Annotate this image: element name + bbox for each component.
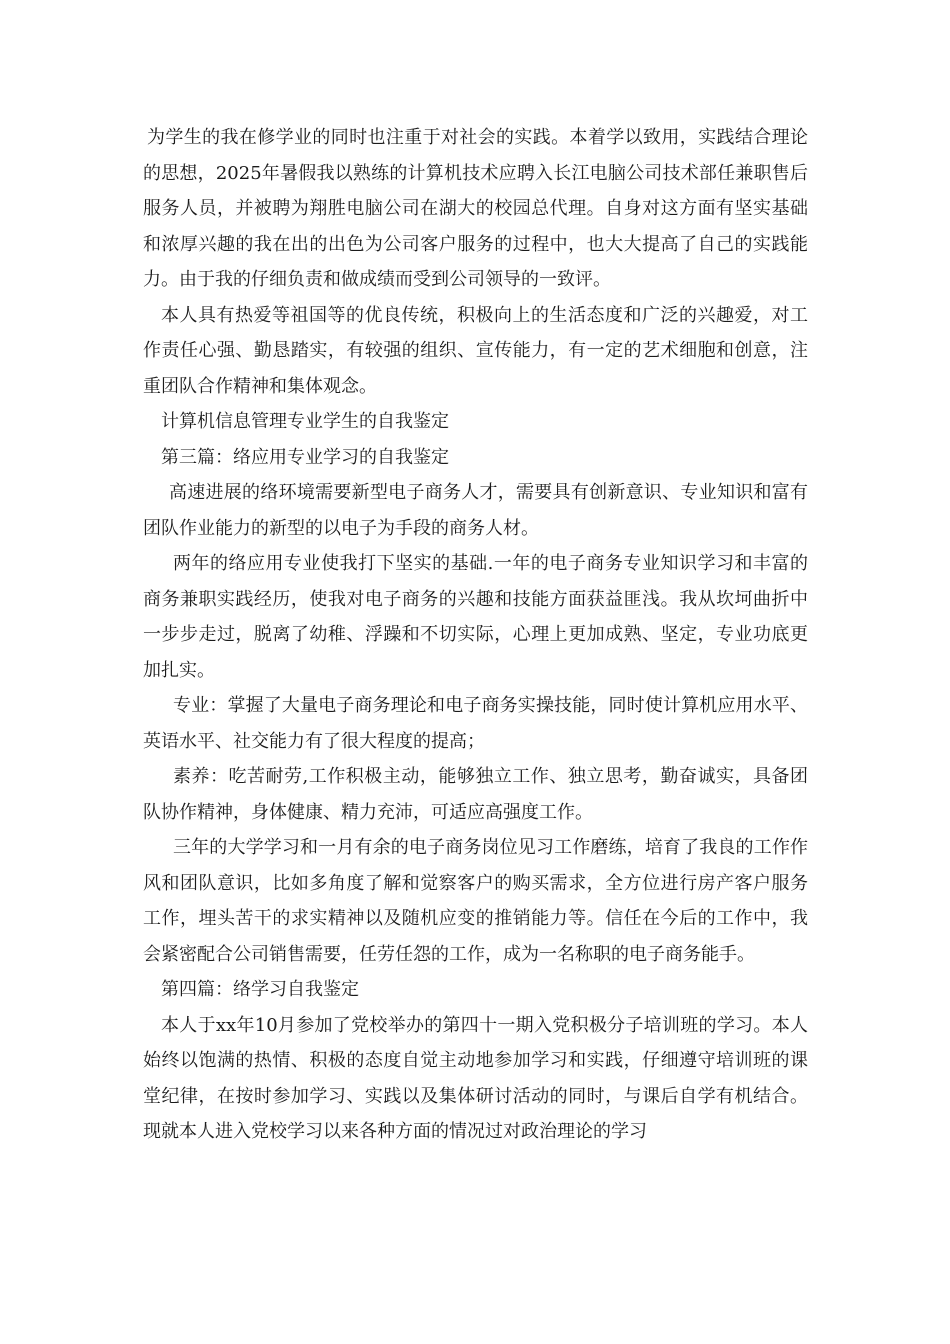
section-title-part-four: 第四篇：络学习自我鉴定 [161, 979, 359, 1000]
paragraph-party-school-training: 本人于xx年10月参加了党校举办的第四十一期入党积极分子培训班的学习。本人始终以饱满的热情、积极的态度自觉主动地参加学习和实践，仔细遵守培训班的课堂纪律，在按时参加学习、实践以及集体研讨活动的同时，与课后自学有机结合。现就本人进入党校学习以来各种方面的情况过对政治理论的学习 [143, 1014, 808, 1142]
paragraph-internship-summary: 三年的大学学习和一月有余的电子商务岗位见习工作磨练，培育了我良的工作作风和团队意识，比如多角度了解和觉察客户的购买需求，全方位进行房产客户服务工作，埋头苦干的求实精神以及随机应变的推销能力等。信任在今后的工作中，我会紧密配合公司销售需要，任劳任怨的工作，成为一名称职的电子商务能手。 [143, 837, 808, 965]
paragraph-two-years-study: 两年的络应用专业使我打下坚实的基础.一年的电子商务专业知识学习和丰富的商务兼职实践经历，使我对电子商务的兴趣和技能方面获益匪浅。我从坎坷曲折中一步步走过，脱离了幼稚、浮躁和不切实际，心理上更加成熟、坚定，专业功底更加扎实。 [143, 553, 808, 681]
paragraph-ecommerce-talent: 高速进展的络环境需要新型电子商务人才，需要具有创新意识、专业知识和富有团队作业能力的新型的以电子为手段的商务人材。 [143, 482, 808, 539]
section-title-part-three: 第三篇：络应用专业学习的自我鉴定 [161, 446, 449, 468]
paragraph-practice: 为学生的我在修学业的同时也注重于对社会的实践。本着学以致用，实践结合理论的思想，2025年暑假我以熟练的计算机技术应聘入长江电脑公司技术部任兼职售后服务人员，并被聘为翔胜电脑公司在湖大的校园总代理。自身对这方面有坚实基础和浓厚兴趣的我在出的出色为公司客户服务的过程中，也大大提高了自己的实践能力。由于我的仔细负责和做成绩而受到公司领导的一致评。 [143, 127, 808, 290]
paragraph-personal-attainment: 素养：吃苦耐劳,工作积极主动，能够独立工作、独立思考，勤奋诚实，具备团队协作精神，身体健康、精力充沛，可适应高强度工作。 [143, 766, 808, 823]
section-title-cim-self-assessment: 计算机信息管理专业学生的自我鉴定 [161, 411, 449, 432]
paragraph-professional-skills: 专业：掌握了大量电子商务理论和电子商务实操技能，同时使计算机应用水平、英语水平、社交能力有了很大程度的提高； [143, 695, 808, 752]
paragraph-personal-qualities: 本人具有热爱等祖国等的优良传统，积极向上的生活态度和广泛的兴趣爱，对工作责任心强、勤恳踏实，有较强的组织、宣传能力，有一定的艺术细胞和创意，注重团队合作精神和集体观念。 [143, 304, 808, 397]
document-body [143, 120, 808, 1150]
